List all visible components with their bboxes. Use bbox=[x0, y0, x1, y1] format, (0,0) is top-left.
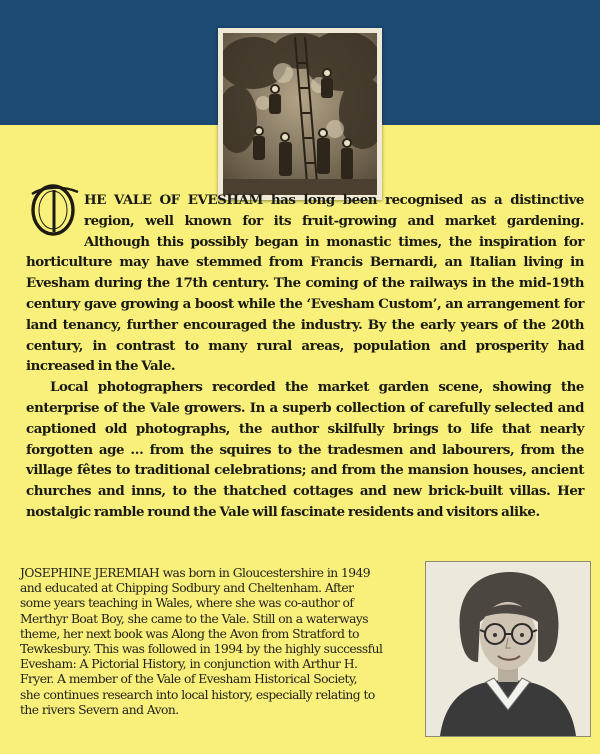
bio-line: Fryer. A member of the Vale of Evesham Historical Society, bbox=[20, 672, 357, 687]
author-biography bbox=[20, 566, 420, 718]
orchard-photo-image bbox=[223, 33, 377, 195]
drop-cap-t-ornament bbox=[24, 182, 82, 236]
bio-line: theme, her next book was Along the Avon from Stratford to bbox=[20, 626, 360, 641]
bio-line: Tewkesbury. This was followed in 1994 by the highly successful bbox=[20, 642, 383, 657]
bio-line: she continues research into local history, especially relating to bbox=[20, 687, 375, 702]
author-portrait-image bbox=[426, 562, 590, 736]
orchard-workers-photo bbox=[218, 28, 382, 200]
lead-in-title: HE VALE OF EVESHAM bbox=[84, 192, 263, 208]
paragraph-1-body: has long been recognised as a distinctive region, well known for its fruit-growing and market gardening. Although this possibly began in monastic times, the inspiration for horticulture may have stemmed from Francis Bernardi, an Italian living in Evesham during the 17th century. The coming of the railways in the mid-19th century gave growing a boost while the ‘Evesham Custom’, an arrangement for land tenancy, further encouraged the industry. By the early years of the 20th century, in contrast to many rural areas, population and prosperity had increased in the Vale. bbox=[26, 192, 584, 375]
book-description bbox=[26, 190, 584, 523]
bio-line: Evesham: A Pictorial History, in conjunction with Arthur H. bbox=[20, 657, 358, 672]
drop-cap bbox=[24, 182, 82, 236]
bio-line: and educated at Chipping Sodbury and Cheltenham. After bbox=[20, 581, 354, 596]
description-paragraph-1 bbox=[26, 190, 584, 377]
bio-line: Merthyr Boat Boy, she came to the Vale. Still on a waterways bbox=[20, 611, 369, 626]
bio-line: JOSEPHINE JEREMIAH was born in Gloucestershire in 1949 bbox=[20, 566, 371, 580]
bio-line: some years teaching in Wales, where she was co-author of bbox=[20, 596, 354, 611]
bio-line: the rivers Severn and Avon. bbox=[20, 702, 179, 717]
description-paragraph-2: Local photographers recorded the market garden scene, showing the enterprise of the Vale growers. In a superb collection of carefully selected and captioned old photographs, the author skilfully brings to life that nearly forgotten age … from the squires to the tradesmen and labourers, from the village fêtes to traditional celebrations; and from the mansion houses, ancient churches and inns, to the thatched cottages and new brick-built villas. Her nostalgic ramble round the Vale will fascinate residents and visitors alike. bbox=[26, 379, 584, 520]
author-portrait bbox=[425, 561, 591, 737]
drop-cap-letter: T bbox=[52, 218, 54, 219]
